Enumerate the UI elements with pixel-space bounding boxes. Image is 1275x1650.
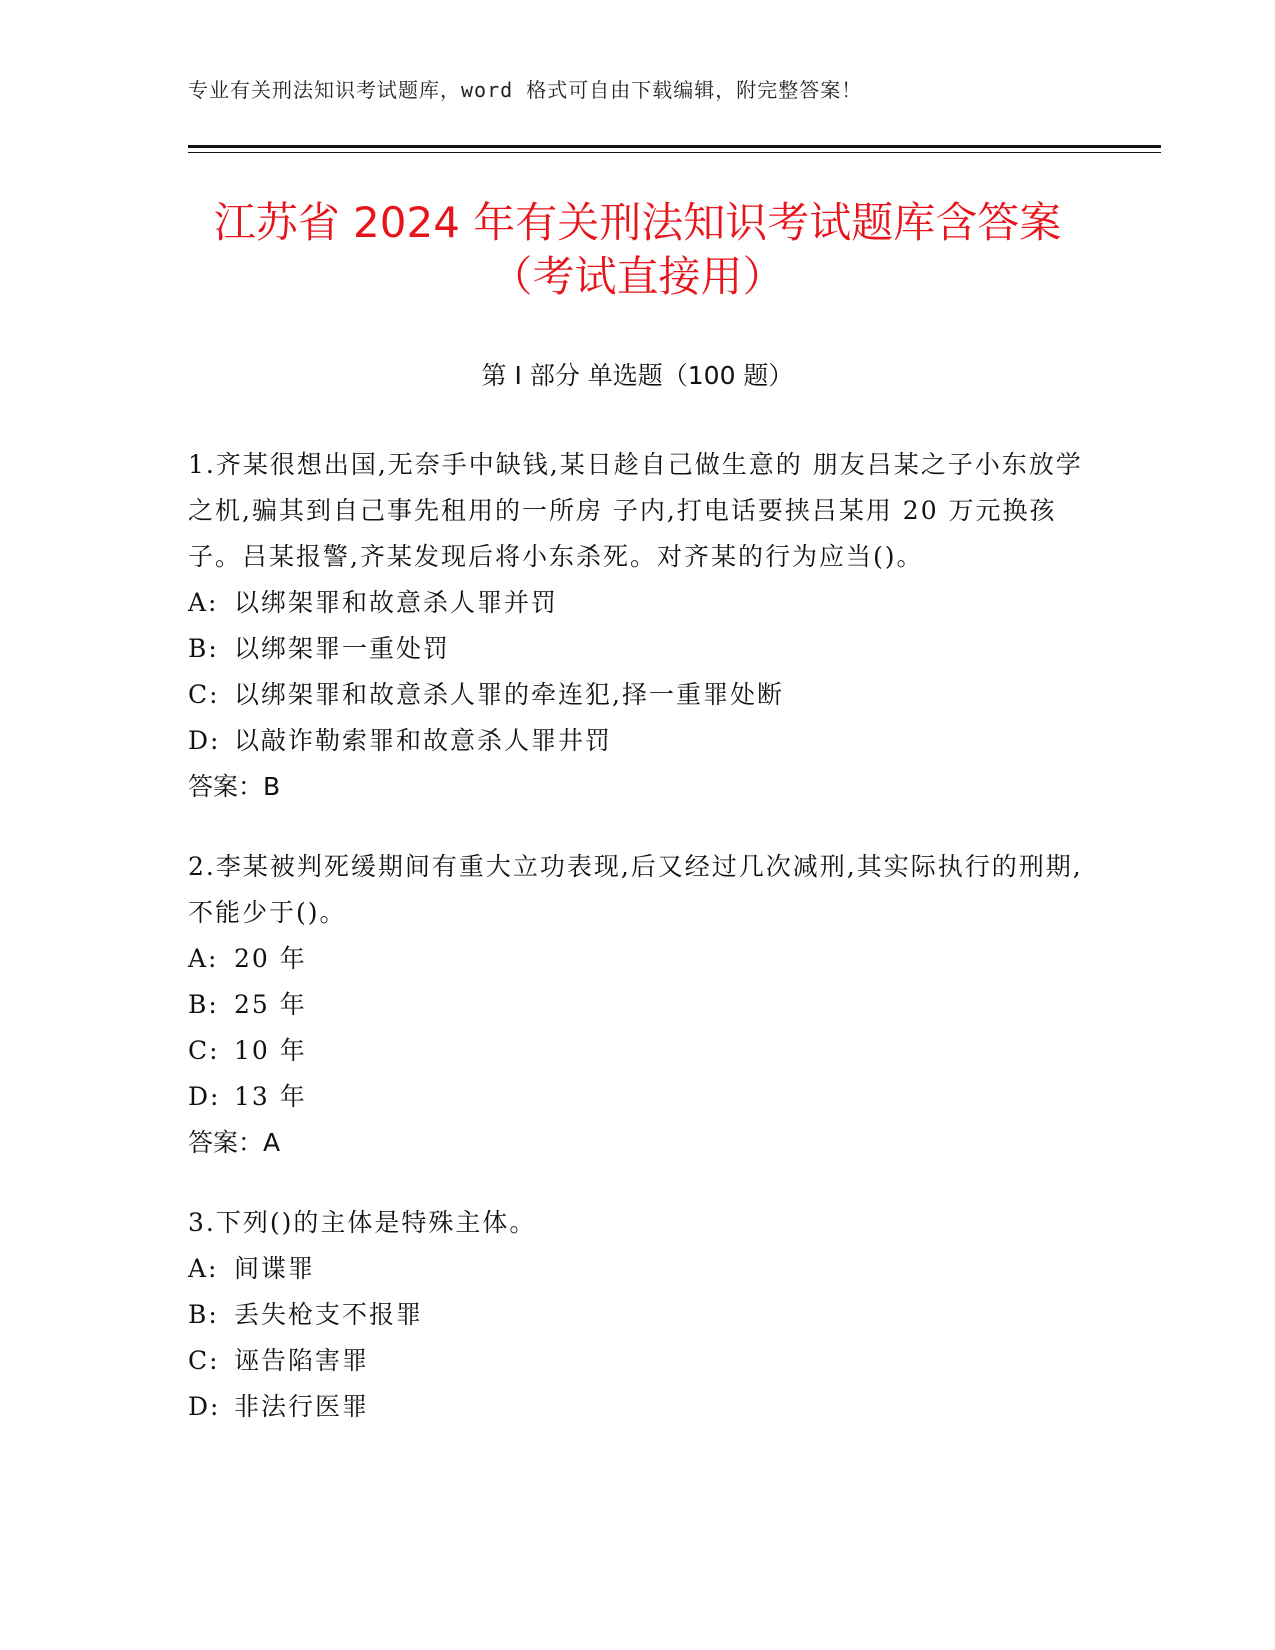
answer-line: 答案：B bbox=[188, 772, 281, 801]
option-letter: D: bbox=[188, 1392, 221, 1421]
section-heading: 第 I 部分 单选题（100 题） bbox=[481, 361, 794, 390]
option-letter: D: bbox=[188, 726, 221, 755]
header-rule-thin bbox=[188, 152, 1161, 153]
option-text: 间谍罪 bbox=[234, 1254, 316, 1283]
option-text: 以敲诈勒索罪和故意杀人罪井罚 bbox=[234, 726, 613, 755]
option-letter: A: bbox=[188, 1254, 219, 1283]
option-letter: C: bbox=[188, 680, 220, 709]
header-note: 专业有关刑法知识考试题库，word 格式可自由下载编辑，附完整答案！ bbox=[188, 78, 863, 102]
question-list bbox=[188, 442, 1088, 1464]
option-a bbox=[188, 936, 1088, 982]
option-text: 诬告陷害罪 bbox=[234, 1346, 370, 1375]
option-b bbox=[188, 626, 1088, 672]
option-letter: D: bbox=[188, 1082, 221, 1111]
option-c bbox=[188, 1028, 1088, 1074]
answer-line: 答案：A bbox=[188, 1128, 281, 1157]
option-letter: A: bbox=[188, 944, 219, 973]
option-text: 10 年 bbox=[234, 1036, 307, 1065]
option-letter: C: bbox=[188, 1036, 220, 1065]
option-text: 25 年 bbox=[234, 990, 307, 1019]
question-stem: 2.李某被判死缓期间有重大立功表现,后又经过几次减刑,其实际执行的刑期,不能少于()。 bbox=[188, 852, 1083, 927]
option-text: 以绑架罪和故意杀人罪的牵连犯,择一重罪处断 bbox=[234, 680, 784, 709]
option-text: 20 年 bbox=[234, 944, 307, 973]
question-stem: 1.齐某很想出国,无奈手中缺钱,某日趁自己做生意的 朋友吕某之子小东放学之机,骗其到自己事先租用的一所房 子内,打电话要挟吕某用 20 万元换孩子。吕某报警,齐某发现后将小东杀死。对齐某的行为应当()。 bbox=[188, 450, 1083, 571]
option-text: 以绑架罪一重处罚 bbox=[234, 634, 451, 663]
option-letter: B: bbox=[188, 1300, 219, 1329]
option-a bbox=[188, 1246, 1088, 1292]
option-letter: C: bbox=[188, 1346, 220, 1375]
option-text: 丢失枪支不报罪 bbox=[234, 1300, 424, 1329]
question-3 bbox=[188, 1200, 1088, 1430]
option-d bbox=[188, 718, 1088, 764]
option-a bbox=[188, 580, 1088, 626]
document-title-line2: （考试直接用） bbox=[490, 252, 785, 301]
question-stem: 3.下列()的主体是特殊主体。 bbox=[188, 1208, 537, 1237]
option-b bbox=[188, 1292, 1088, 1338]
document-title-line1: 江苏省 2024 年有关刑法知识考试题库含答案 bbox=[213, 198, 1062, 247]
option-text: 非法行医罪 bbox=[234, 1392, 370, 1421]
option-letter: A: bbox=[188, 588, 219, 617]
option-c bbox=[188, 1338, 1088, 1384]
option-d bbox=[188, 1384, 1088, 1430]
option-d bbox=[188, 1074, 1088, 1120]
option-letter: B: bbox=[188, 990, 219, 1019]
option-c bbox=[188, 672, 1088, 718]
question-1 bbox=[188, 442, 1088, 810]
option-text: 13 年 bbox=[234, 1082, 307, 1111]
option-text: 以绑架罪和故意杀人罪并罚 bbox=[234, 588, 559, 617]
option-b bbox=[188, 982, 1088, 1028]
header-rule-thick bbox=[188, 145, 1161, 148]
option-letter: B: bbox=[188, 634, 219, 663]
question-2 bbox=[188, 844, 1088, 1166]
document-title bbox=[150, 196, 1125, 304]
